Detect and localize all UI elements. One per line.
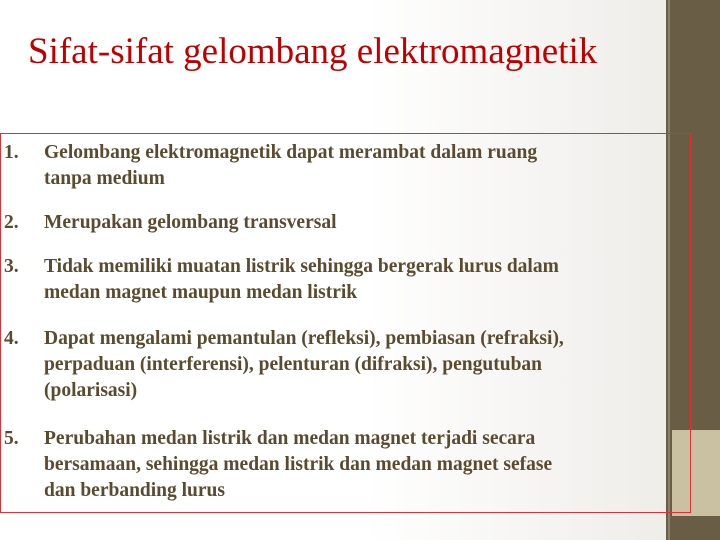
- list-item-5: [4, 426, 694, 504]
- item-number: 5.: [4, 428, 19, 449]
- item-line: Perubahan medan listrik dan medan magnet terjadi secara: [44, 428, 536, 449]
- item-text: [44, 254, 694, 306]
- item-number: 2.: [4, 212, 19, 233]
- list-item-4: [4, 326, 694, 404]
- item-line: Tidak memiliki muatan listrik sehingga bergerak lurus dalam: [44, 256, 559, 277]
- list-item-3: [4, 254, 694, 306]
- item-line: bersamaan, sehingga medan listrik dan medan magnet sefase: [44, 454, 553, 475]
- item-line: perpaduan (interferensi), pelenturan (difraksi), pengutuban: [44, 354, 543, 375]
- item-line: tanpa medium: [44, 168, 165, 189]
- item-text: [44, 210, 694, 236]
- item-line: Dapat mengalami pemantulan (refleksi), pembiasan (refraksi),: [44, 328, 564, 349]
- item-line: Merupakan gelombang transversal: [44, 212, 337, 233]
- list-item-1: [4, 140, 694, 192]
- item-number: 1.: [4, 142, 19, 163]
- item-text: [44, 326, 694, 404]
- item-line: medan magnet maupun medan listrik: [44, 282, 358, 303]
- item-number: 3.: [4, 256, 19, 277]
- item-line: Gelombang elektromagnetik dapat merambat dalam ruang: [44, 142, 538, 163]
- item-number: 4.: [4, 328, 19, 349]
- item-text: [44, 140, 694, 192]
- item-line: dan berbanding lurus: [44, 480, 225, 501]
- slide-title: Sifat-sifat gelombang elektromagnetik: [28, 31, 598, 72]
- list-item-2: [4, 210, 694, 236]
- item-text: [44, 426, 694, 504]
- item-line: (polarisasi): [44, 380, 138, 401]
